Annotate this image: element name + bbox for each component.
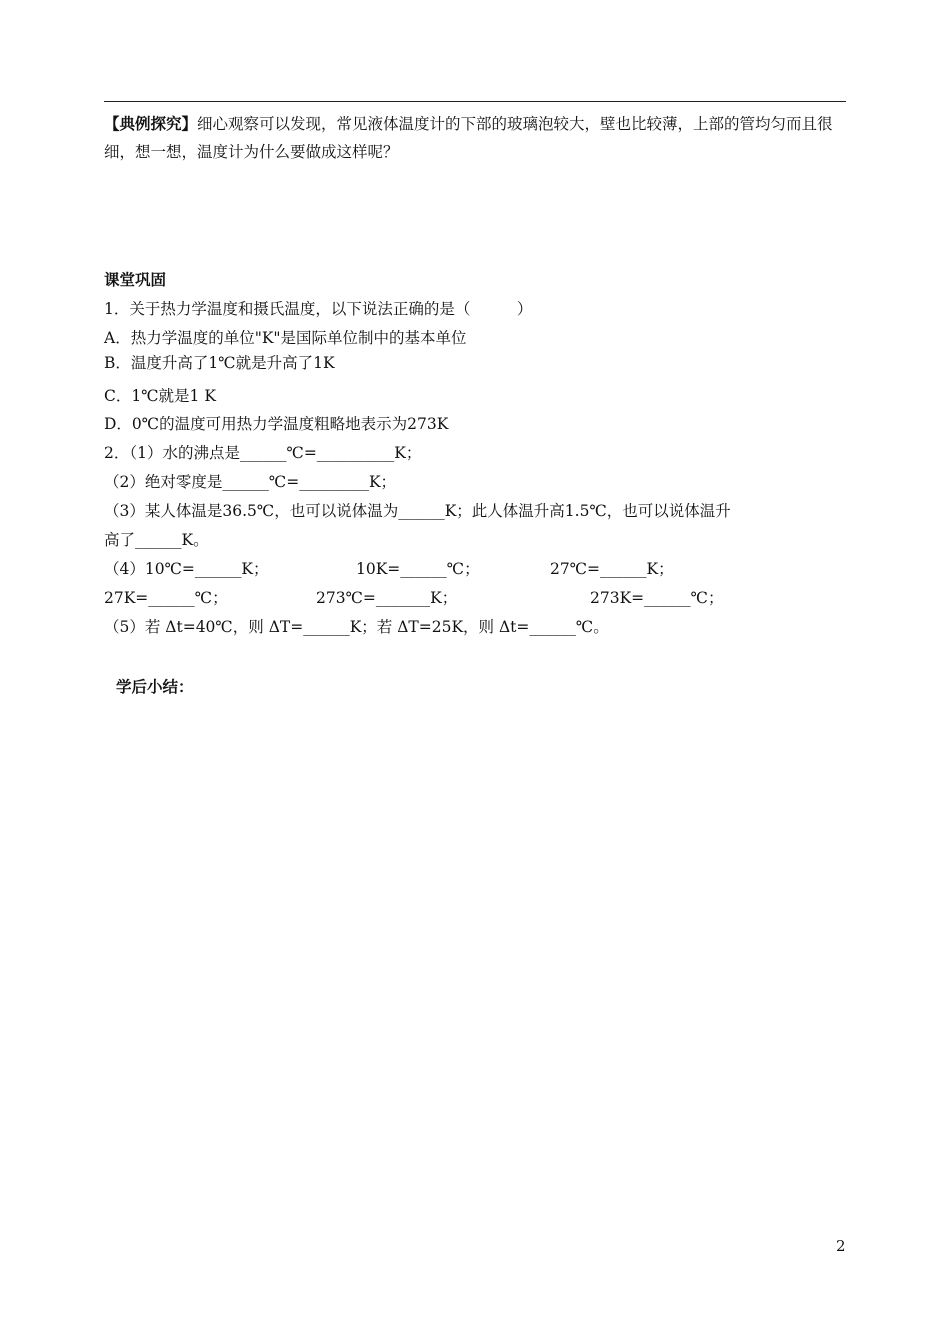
q2-line-2: （2）绝对零度是______℃=_________K；	[104, 473, 397, 491]
q2-line-1: 2．（1）水的沸点是______℃=__________K；	[104, 444, 422, 462]
consolidation-heading: 课堂巩固	[104, 270, 167, 289]
q2-line-3b: 高了______K。	[104, 531, 209, 549]
q1-option-c: C．1℃就是1 K	[104, 387, 216, 405]
header-rule	[104, 101, 846, 102]
page-number: 2	[836, 1237, 846, 1255]
example-paragraph	[104, 110, 850, 166]
q2-line-4b-1: 27K=______℃；	[104, 589, 228, 607]
q2-line-4b-3: 273K=______℃；	[590, 589, 724, 607]
q1-stem: 1．关于热力学温度和摄氏温度，以下说法正确的是（ ）	[104, 300, 533, 318]
example-lead: 【典例探究】	[104, 114, 198, 133]
q2-line-4a-3: 27℃=______K；	[550, 560, 674, 578]
q2-line-3a: （3）某人体温是36.5℃，也可以说体温为______K；此人体温升高1.5℃，也可以说体温升	[104, 502, 731, 520]
summary-heading: 学后小结：	[116, 677, 194, 696]
q1-option-b: B．温度升高了1℃就是升高了1K	[104, 354, 335, 372]
q1-option-d: D．0℃的温度可用热力学温度粗略地表示为273K	[104, 415, 449, 433]
q2-line-4a-1: （4）10℃=______K；	[104, 560, 269, 578]
example-text: 细心观察可以发现，常见液体温度计的下部的玻璃泡较大，壁也比较薄，上部的管均匀而且很细，想一想，温度计为什么要做成这样呢？	[104, 115, 833, 161]
q1-option-a: A．热力学温度的单位"K"是国际单位制中的基本单位	[104, 329, 467, 347]
q2-line-5: （5）若 Δt=40℃，则 ΔT=______K；若 ΔT=25K，则 Δt=______℃。	[104, 618, 609, 636]
q2-line-4a-2: 10K=______℃；	[356, 560, 480, 578]
q2-line-4b-2: 273℃=_______K；	[316, 589, 458, 607]
